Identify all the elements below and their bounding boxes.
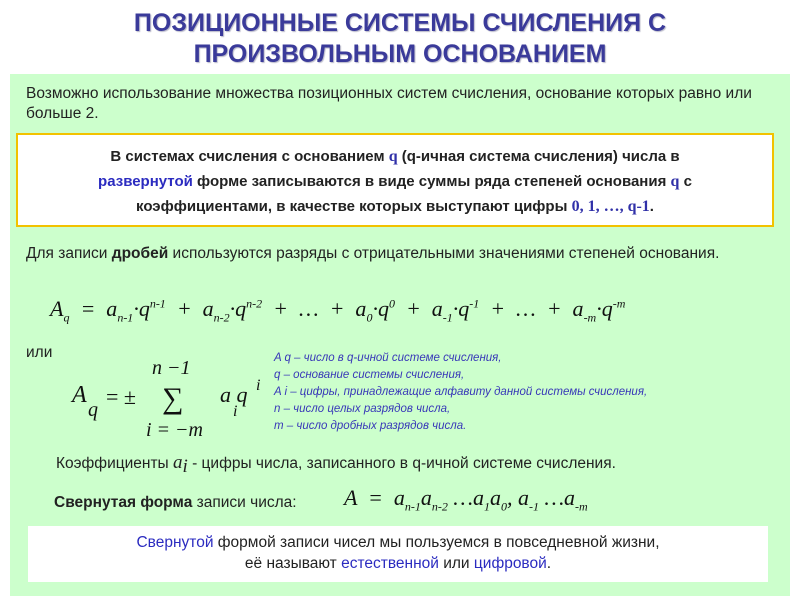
definition-line-1 bbox=[18, 144, 772, 169]
digital-word: цифровой bbox=[473, 555, 547, 572]
fractions-text-part: Для записи bbox=[26, 245, 112, 262]
var-q: q bbox=[388, 148, 398, 165]
svg-text:i: i bbox=[256, 377, 261, 394]
fractions-text-part: используются разряды с отрицательными значениями степеней основания. bbox=[168, 245, 720, 262]
folded-form-label bbox=[54, 494, 297, 512]
intro-text: Возможно использование множества позиционных систем счисления, основание которых равно или больше 2. bbox=[26, 85, 752, 122]
svg-text:i = −m: i = −m bbox=[146, 419, 203, 441]
bottom-line-1 bbox=[28, 532, 768, 553]
legend-item: m – число дробных разрядов числа. bbox=[274, 420, 467, 432]
legend-item: q – основание системы счисления, bbox=[274, 369, 465, 381]
definition-line-3 bbox=[18, 194, 772, 219]
expanded-form-formula: $A_q = a_{n-1}\cdot q^{n-1} + a_{n-2}\cdot q^{n-2}$ + … + $a_0\cdot q^0 + a_{-1}\cdot q^{-1}$ + … + $a_{-m}\cdot q^{-m}$ bbox=[50, 296, 626, 325]
natural-word: естественной bbox=[341, 555, 439, 572]
or-label: или bbox=[26, 344, 53, 361]
fractions-bold-word: дробей bbox=[111, 245, 169, 262]
definition-text: (q-ичная система счисления) числа в bbox=[397, 148, 680, 165]
var-q: q bbox=[670, 173, 680, 190]
coefficients-text bbox=[56, 452, 616, 478]
sum-formula bbox=[70, 352, 270, 442]
definition-text: с bbox=[679, 173, 692, 190]
folded-rest: записи числа: bbox=[192, 494, 297, 511]
coef-sub: i bbox=[182, 456, 188, 478]
svg-text:= ±: = ± bbox=[106, 384, 136, 409]
coef-var: a bbox=[172, 452, 183, 473]
bottom-text: . bbox=[546, 555, 552, 572]
definition-text: форме записываются в виде суммы ряда степеней основания bbox=[192, 173, 671, 190]
title-line-1: ПОЗИЦИОННЫЕ СИСТЕМЫ СЧИСЛЕНИЯ С bbox=[133, 9, 667, 37]
definition-text: В системах счисления с основанием bbox=[110, 148, 389, 165]
variable-legend bbox=[274, 350, 784, 435]
folded-form-formula: $A = a_{n-1}a_{n-2}$ $\dots a_1a_0$, $a_{-1}$ $\dots a_{-m}$ bbox=[344, 485, 588, 514]
definition-line-2 bbox=[18, 169, 772, 194]
bottom-line-2 bbox=[28, 553, 768, 574]
bottom-text: формой записи чисел мы пользуемся в повседневной жизни, bbox=[213, 534, 660, 551]
coefficients-text-part: Коэффициенты bbox=[56, 455, 173, 472]
slide-title bbox=[0, 8, 800, 70]
folded-word: Свернутой bbox=[136, 534, 214, 551]
bottom-note-box bbox=[28, 526, 768, 582]
svg-text:i: i bbox=[233, 403, 238, 420]
bottom-text: её называют bbox=[244, 555, 342, 572]
definition-text: коэффициентами, в качестве которых выступают цифры bbox=[136, 198, 572, 215]
definition-box bbox=[16, 133, 774, 227]
svg-text:∑: ∑ bbox=[162, 382, 184, 415]
coefficients-text-part: - цифры числа, записанного в q-ичной системе счисления. bbox=[187, 455, 616, 472]
bottom-text: или bbox=[438, 555, 474, 572]
definition-text: . bbox=[649, 198, 654, 215]
legend-item: A q – число в q-ичной системе счисления, bbox=[274, 352, 502, 364]
folded-bold: Свернутая форма bbox=[54, 494, 193, 511]
digits-range: 0, 1, …, q-1 bbox=[571, 198, 650, 215]
expanded-word: развернутой bbox=[98, 173, 193, 190]
svg-text:n −1: n −1 bbox=[152, 357, 191, 379]
legend-item: A i – цифры, принадлежащие алфавиту данной системы счисления, bbox=[274, 386, 648, 398]
title-line-2: ПРОИЗВОЛЬНЫМ ОСНОВАНИЕМ bbox=[193, 40, 607, 68]
svg-text:A: A bbox=[72, 382, 87, 408]
legend-item: n – число целых разрядов числа, bbox=[274, 403, 451, 415]
svg-text:a q: a q bbox=[220, 382, 248, 407]
svg-text:q: q bbox=[88, 399, 98, 421]
fractions-text bbox=[26, 244, 766, 263]
